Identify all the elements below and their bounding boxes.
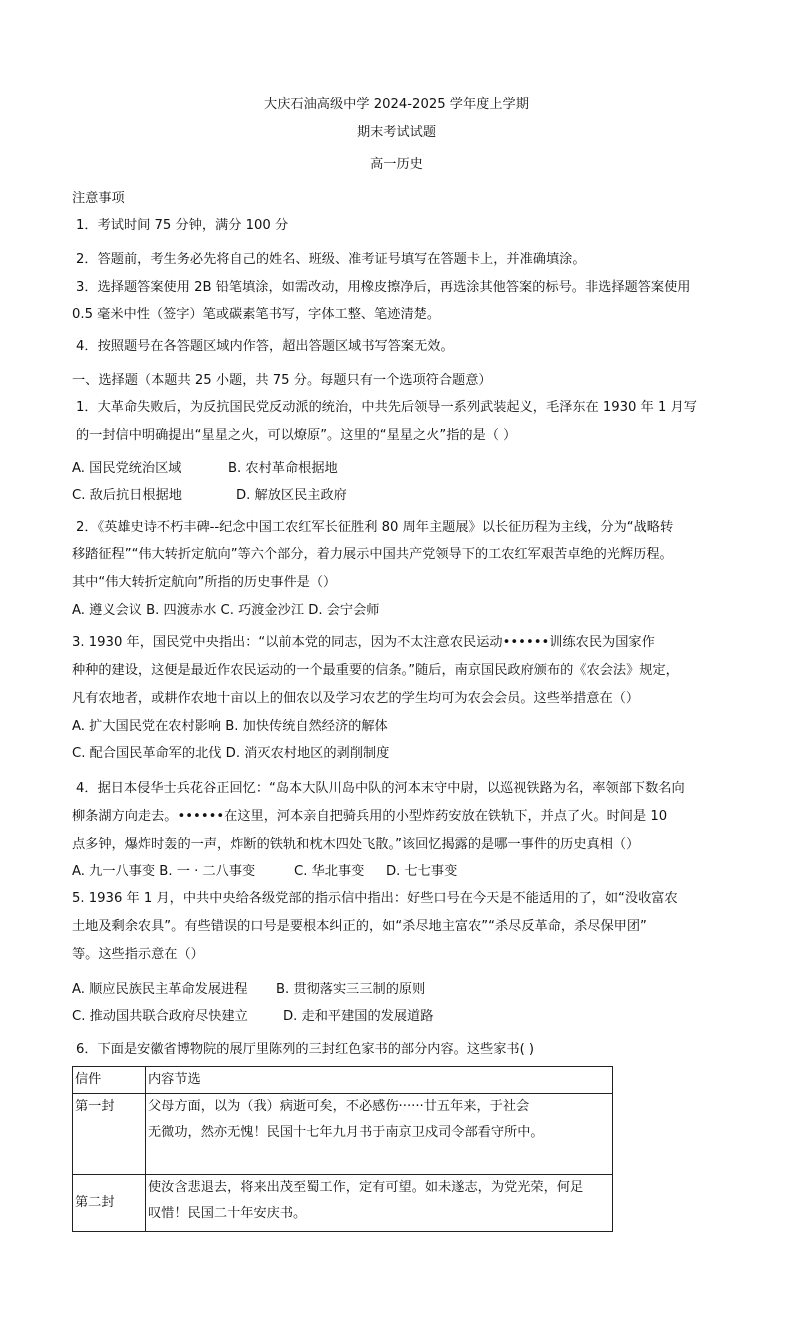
q4-option-d: D. 七七事变: [386, 864, 458, 879]
q1-option-c: C. 敌后抗日根据地: [72, 488, 182, 503]
table-header-letter: 信件: [73, 1067, 146, 1094]
section-title: 一、选择题（本题共 25 小题，共 75 分。每题只有一个选项符合题意）: [72, 373, 492, 388]
exam-name: 期末考试试题: [356, 125, 437, 140]
table-header-content: 内容节选: [146, 1067, 613, 1094]
table-header-row: [73, 1067, 613, 1094]
q5-option-c: C. 推动国共联合政府尽快建立: [72, 1009, 248, 1024]
q3-line1: 3. 1930 年，国民党中央指出：“以前本党的同志，因为不太注意农民运动••••••训练农民为国家作: [72, 635, 655, 650]
table-row-content-line: 使汝含悲退去，将来出茂至蜀工作，定有可望。如未遂志，为党光荣，何足: [148, 1180, 584, 1195]
q4-option-c: C. 华北事变: [294, 864, 365, 879]
table-row-label: 第一封: [73, 1094, 146, 1175]
notes-title: 注意事项: [72, 191, 125, 206]
table-row-content-line: 叹惜！民国二十年安庆书。: [148, 1206, 307, 1221]
q3-options-ab: A. 扩大国民党在农村影响 B. 加快传统自然经济的解体: [72, 719, 388, 734]
note-1: 1．考试时间 75 分钟，满分 100 分: [76, 218, 289, 233]
q1-option-d: D. 解放区民主政府: [236, 488, 347, 503]
q5-line3: 等。这些指示意在（）: [72, 947, 204, 962]
table-row: [73, 1175, 613, 1232]
q5-option-d: D. 走和平建国的发展道路: [283, 1009, 434, 1024]
q3-line2: 种种的建设，这便是最近作农民运动的一个最重要的信条。”随后，南京国民政府颁布的《农会法》规定，: [72, 663, 679, 678]
note-3a: 3．选择题答案使用 2B 铅笔填涂，如需改动，用橡皮擦净后，再选涂其他答案的标号。非选择题答案使用: [76, 280, 691, 295]
table-row-content: [146, 1094, 613, 1175]
note-4: 4．按照题号在各答题区域内作答，超出答题区域书写答案无效。: [76, 339, 454, 354]
table-row-content-line: 无微功，然亦无愧！民国十七年九月书于南京卫戍司令部看守所中。: [148, 1125, 544, 1140]
subject-title: 高一历史: [370, 157, 423, 172]
q2-options: A. 遵义会议 B. 四渡赤水 C. 巧渡金沙江 D. 会宁会师: [72, 603, 380, 618]
table-row-content: [146, 1175, 613, 1232]
q5-line1: 5. 1936 年 1 月，中共中央给各级党部的指示信中指出：好些口号在今天是不能适用的了，如“没收富农: [72, 891, 678, 906]
note-3b: 0.5 毫米中性（签字）笔或碳素笔书写，字体工整、笔迹清楚。: [72, 307, 441, 322]
q2-line2: 移踏征程”“伟大转折定航向”等六个部分，着力展示中国共产党领导下的工农红军艰苦卓绝的光辉历程。: [72, 547, 673, 562]
q4-line2: 柳条湖方向走去。••••••在这里，河本亲自把骑兵用的小型炸药安放在铁轨下，并点了火。时间是 10: [72, 809, 668, 824]
q1-line2: 的一封信中明确提出“星星之火，可以燎原”。这里的“星星之火”指的是（ ）: [76, 428, 517, 443]
q3-line3: 凡有农地者，或耕作农地十亩以上的佃农以及学习农艺的学生均可为农会会员。这些举措意在（）: [72, 691, 640, 706]
table-row-content-line: 父母方面，以为（我）病逝可矣，不必感伤······廿五年来，于社会: [148, 1099, 530, 1114]
q2-line3: 其中“伟大转折定航向”所指的历史事件是（）: [72, 575, 337, 590]
q1-line1: 1．大革命失败后，为反抗国民党反动派的统治，中共先后领导一系列武装起义，毛泽东在 1930 年 1 月写: [76, 400, 697, 415]
q3-options-cd: C. 配合国民革命军的北伐 D. 消灭农村地区的剥削制度: [72, 746, 390, 761]
q1-option-a: A. 国民党统治区域: [72, 461, 182, 476]
table-row: [73, 1094, 613, 1175]
q6-letters-table: [72, 1066, 613, 1232]
q1-option-b: B. 农村革命根据地: [228, 461, 338, 476]
q4-option-ab: A. 九一八事变 B. 一 · 二八事变: [72, 864, 256, 879]
q5-option-a: A. 顺应民族民主革命发展进程: [72, 982, 248, 997]
table-row-label: 第二封: [73, 1175, 146, 1232]
q6-line1: 6．下面是安徽省博物院的展厅里陈列的三封红色家书的部分内容。这些家书( ): [76, 1042, 535, 1057]
school-line: 大庆石油高级中学 2024-2025 学年度上学期: [264, 97, 529, 112]
q4-line1: 4．据日本侵华士兵花谷正回忆：“岛本大队川岛中队的河本末守中尉，以巡视铁路为名，率领部下数名向: [76, 781, 685, 796]
q5-line2: 土地及剩余农具”。有些错误的口号是要根本纠正的，如“杀尽地主富农”“杀尽反革命，杀尽保甲团”: [72, 919, 647, 934]
q2-line1: 2．《英雄史诗不朽丰碑--纪念中国工农红军长征胜利 80 周年主题展》以长征历程为主线，分为“战略转: [76, 520, 674, 535]
q4-line3: 点多钟，爆炸时轰的一声，炸断的铁轨和枕木四处飞散。”该回忆揭露的是哪一事件的历史真相（）: [72, 837, 640, 852]
q5-option-b: B. 贯彻落实三三制的原则: [276, 982, 426, 997]
note-2: 2．答题前，考生务必先将自己的姓名、班级、准考证号填写在答题卡上，并准确填涂。: [76, 252, 586, 267]
